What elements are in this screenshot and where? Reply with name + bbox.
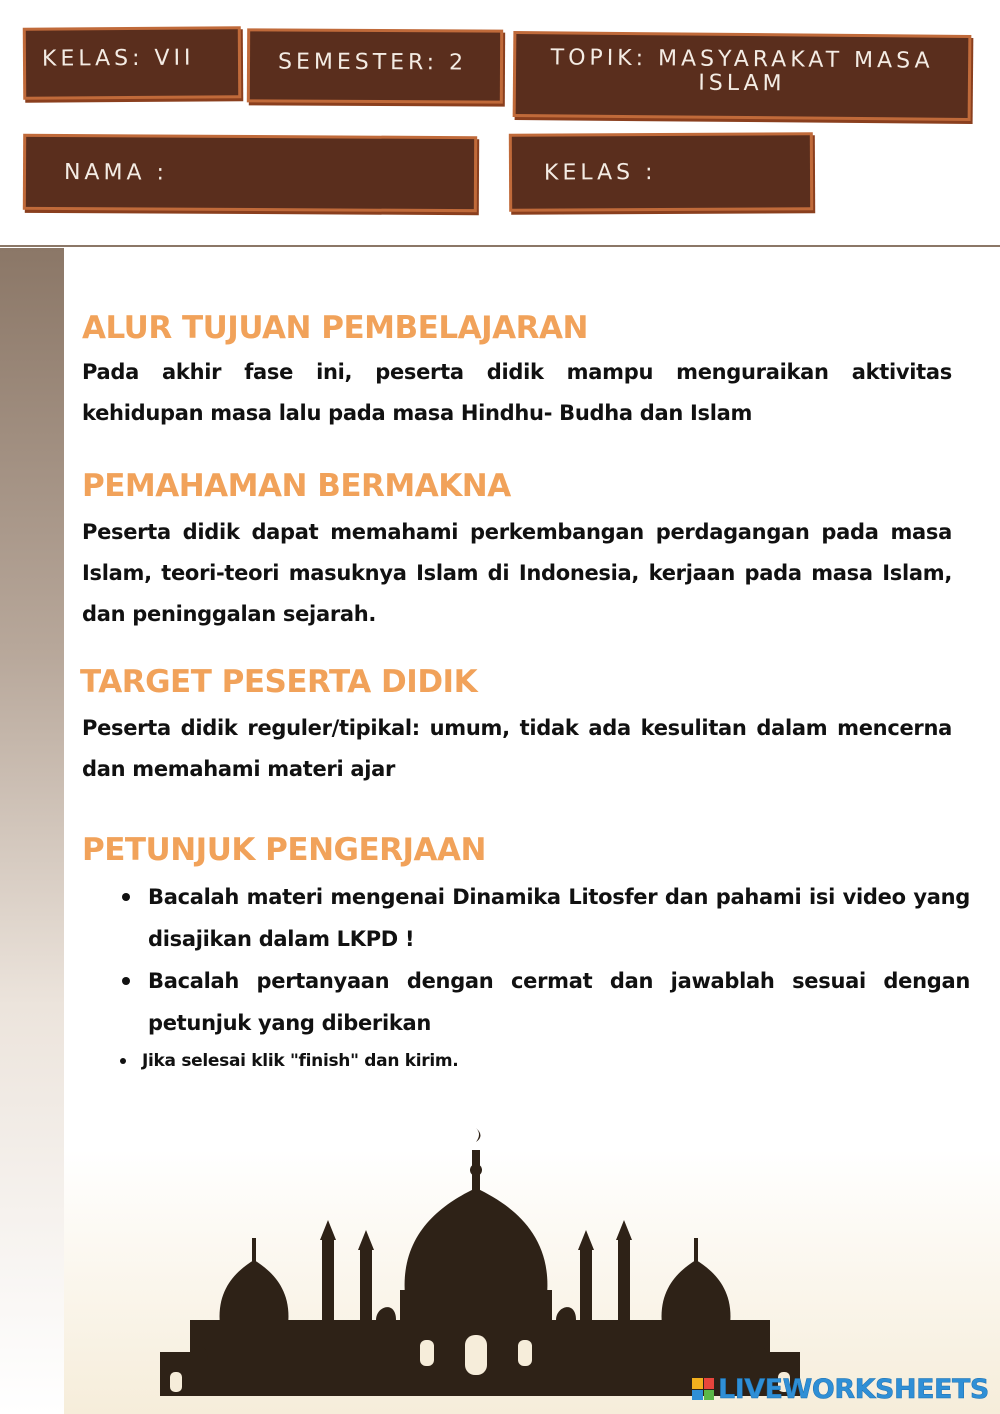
liveworksheets-logo-icon: [692, 1378, 714, 1400]
liveworksheets-brand: [692, 1374, 989, 1404]
kelas-field[interactable]: [512, 135, 810, 209]
petunjuk-list: [112, 876, 970, 1078]
pemahaman-heading: PEMAHAMAN BERMAKNA: [82, 468, 511, 504]
list-item-text: Bacalah pertanyaan dengan cermat dan jawablah sesuai dengan petunjuk yang diberikan: [148, 969, 970, 1035]
kelas-grade-text: KELAS: VII: [41, 45, 195, 72]
petunjuk-heading: PETUNJUK PENGERJAAN: [82, 832, 486, 868]
header-divider: [0, 245, 1000, 247]
target-text: Peserta didik reguler/tipikal: umum, tidak ada kesulitan dalam mencerna dan memahami materi ajar: [82, 716, 952, 781]
nama-label: NAMA :: [63, 159, 169, 186]
kelas-grade-box: [26, 29, 238, 96]
atp-text: Pada akhir fase ini, peserta didik mampu menguraikan aktivitas kehidupan masa lalu pada masa Hindhu- Budha dan Islam: [82, 360, 952, 425]
topik-text-line2: ISLAM: [698, 70, 786, 97]
bullet-dot-icon: [122, 893, 130, 901]
nama-field[interactable]: [26, 137, 474, 209]
list-item: [112, 1044, 970, 1078]
semester-box: [250, 31, 500, 100]
atp-heading: ALUR TUJUAN PEMBELAJARAN: [82, 310, 588, 346]
bullet-dot-icon: [120, 1058, 126, 1064]
kelas-label: KELAS :: [543, 159, 657, 186]
list-item-text: Bacalah materi mengenai Dinamika Litosfer dan pahami isi video yang disajikan dalam LKPD !: [148, 885, 970, 951]
brand-text: LIVEWORKSHEETS: [718, 1373, 989, 1405]
mosque-silhouette-icon: [150, 1120, 810, 1400]
semester-text: SEMESTER: 2: [277, 48, 468, 75]
target-heading: TARGET PESERTA DIDIK: [80, 664, 478, 700]
pemahaman-text: Peserta didik dapat memahami perkembangan perdagangan pada masa Islam, teori-teori masuknya Islam di Indonesia, kerjaan pada masa Islam, dan peninggalan sejarah.: [82, 520, 952, 626]
topik-text-line1: TOPIK: MASYARAKAT MASA: [550, 45, 934, 74]
left-gradient-bar: [0, 248, 64, 1414]
list-item: [112, 876, 970, 960]
list-item-text: Jika selesai klik "finish" dan kirim.: [142, 1051, 459, 1071]
list-item: [112, 960, 970, 1044]
topik-box: [516, 34, 969, 118]
bullet-dot-icon: [122, 977, 130, 985]
